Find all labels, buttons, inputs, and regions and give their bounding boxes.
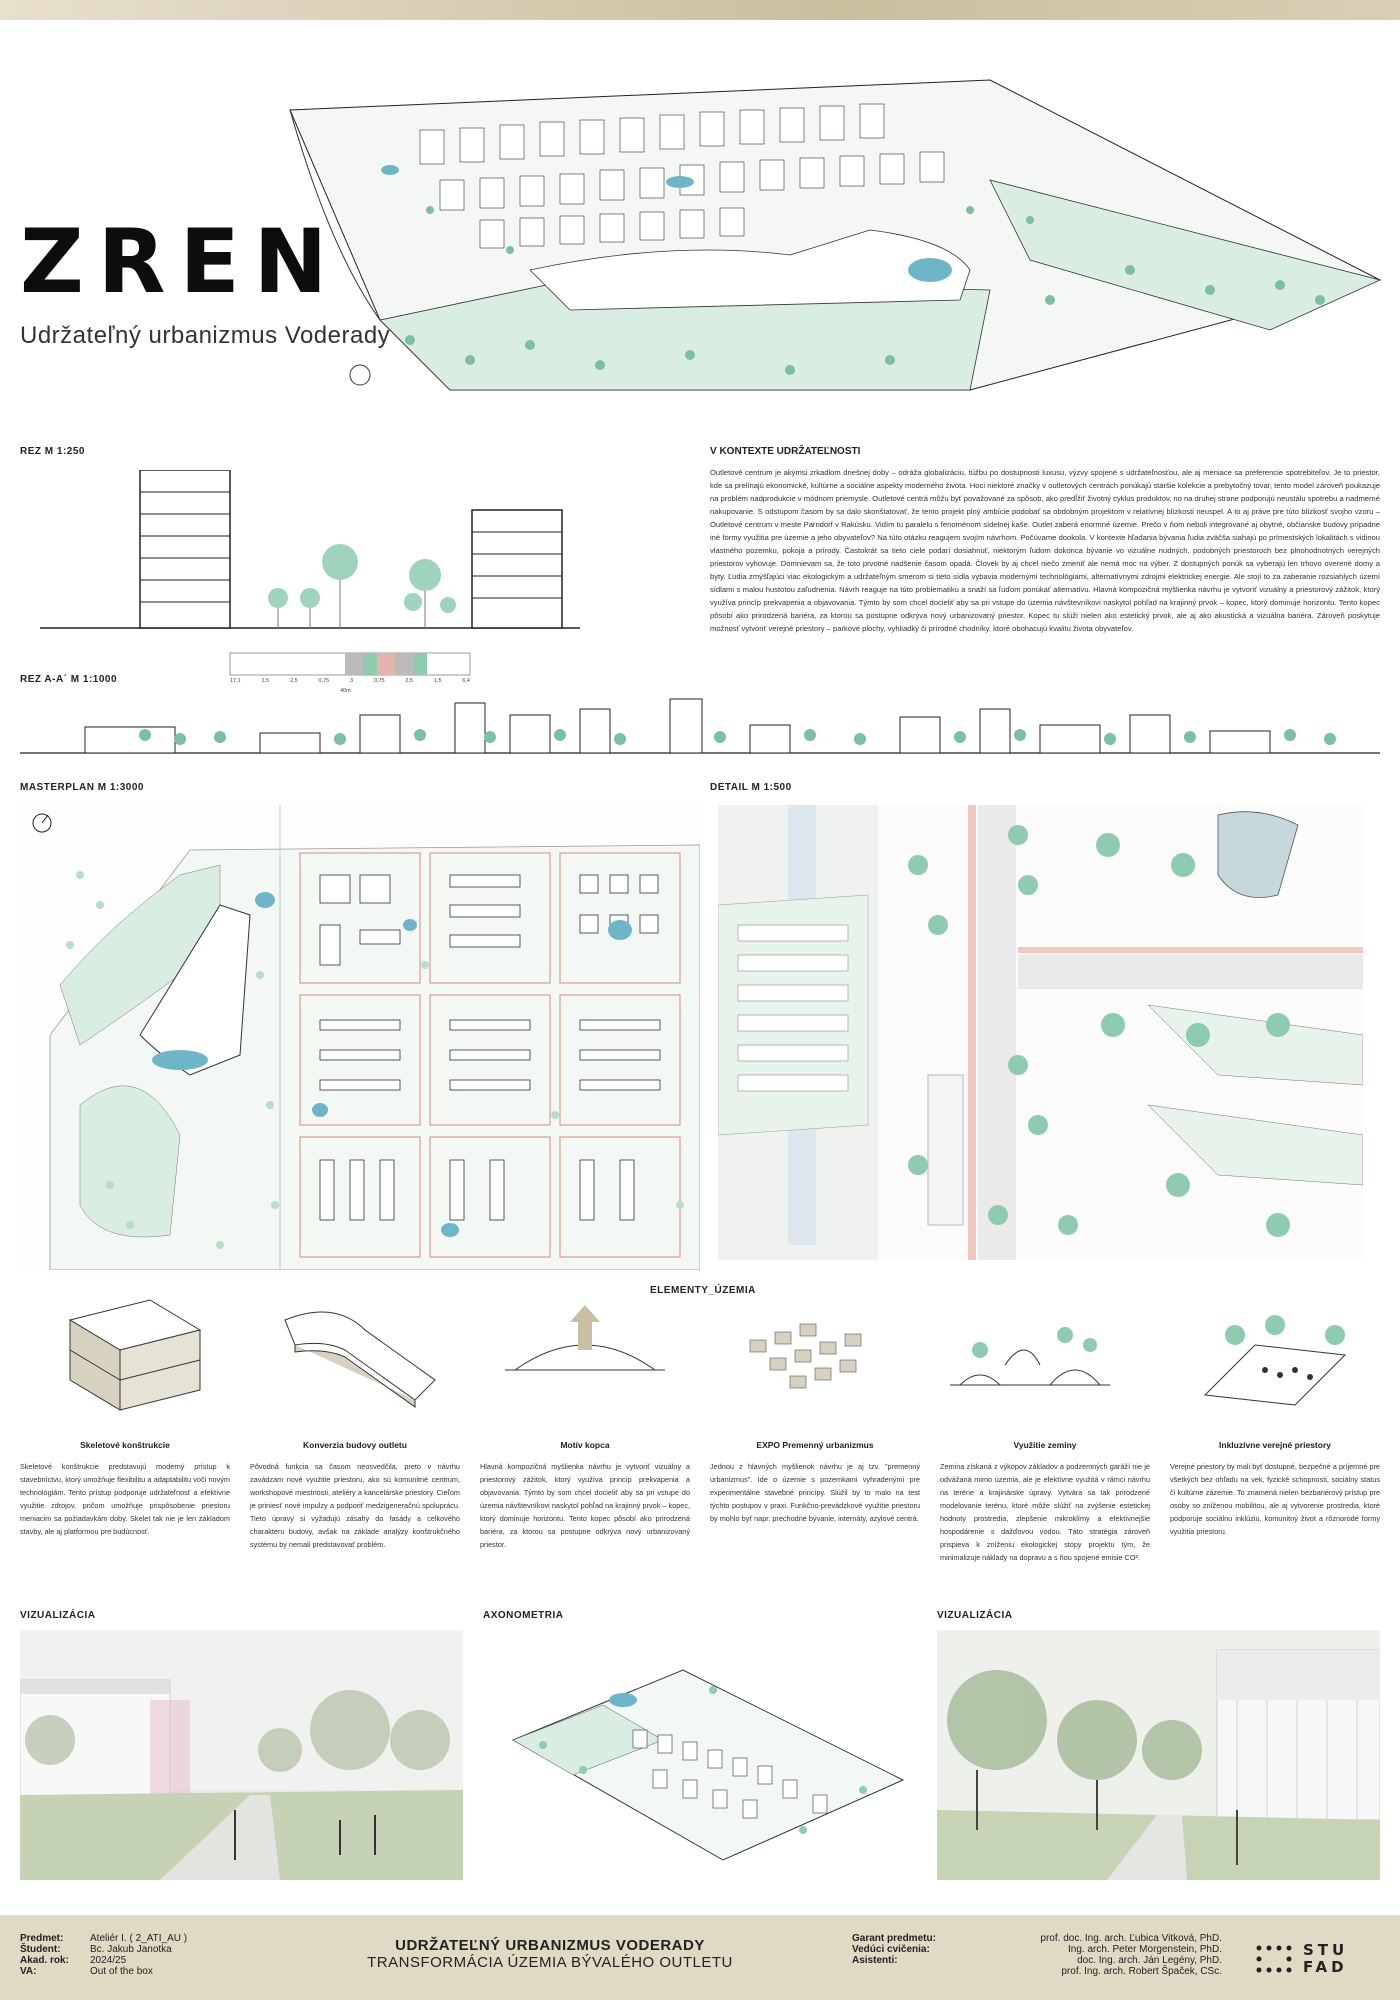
essay-text: Outletové centrum je akýmsi zrkadlom dnešnej doby – odráža globalizáciu, túžbu po dostupnosti luxusu, výzvy spojené s udržateľnosťou, ale aj meniace sa preferencie spotrebiteľov. Je to priestor, kde sa prelínajú ekonomické, kultúrne a sociálne aspekty moderného života. Hoci niektoré značky v outletových centrách ponúkajú staršie kolekcie a prebytočný tovar, tento model zároveň poukazuje na problém nadprodukcie v módnom priemysle. Outletové centrá môžu byť považované za spôsob, ako predĺžiť životný cyklus produktov, no na druhej strane podporujú neustálu spotrebu a nadmerné nakupovanie. S odstupom časom by sa dalo skonštatovať, že tento projekt plný ambície podobať sa obdobným projektom v relatívnej blízkosti neuspel. A to aj práve pre túto blízkosť svojho vzoru – Outletové centrum v meste Parndorf v Rakúsku. Vidím tu paralelu s fenoménom sídelnej kaše. Outlet zaberá enormné územie. Prečo v ňom neboli integrované aj obytné, občianske budovy prípadne iné formy využitia pre územie a jeho obyvateľov? Na túto otázku reagujem svojím návrhom. Počúvame dookola. V kontexte hľadania bývania ľudia zväčša siahajú po prímestských lokalitách s vidinou vlastného pozemku, pokoja a prírody. Častokrát sa tieto ciele podarí dosiahnuť, niektorým ľudom dokonca bývanie vo vizuálne nudných, podobných priestoroch bez plnohodnotných verejných priestorov vyhovuje. Domnievam sa, že toto prvotné nadšenie časom opadá. Človek by aj chcel niečo zmeniť ale nemá moc na výber. Z dostupných ponúk sa vyberajú len trhovo overené domy a byty. Ľudia zmýšľajúci viac ekologickým a udržateľným smerom si tieto sídla vybavia modernými technológiami, alternatívnymi zdrojmi elektrickej energie. Ale stojí to za zaberanie rozsiahlych území sídlami s malou hustotou zaľudnenia. Návrh reaguje na túto problematiku a snaží sa ľuďom ponúkať alternatívu. Hlavná kompozičná myšlienka návrhu je vytvoriť vizuálny a priestorový zážitok, ktorý využíva princíp prekvapenia a objavovania. Týmto by som chcel docieliť aby sa pri vstupe do územia návštevníkovi naskytol pohľad na krajinný prvok – kopec, ktorý dominuje horizontu. Tento kopec pôsobí ako prirodzená bariéra, za ktorou sa postupne odkrýva nový urbanizovaný priestor. Kopec tu slúži nielen ako estetický prvok, ale aj ako akustická a vizuálna bariéra. Zároveň poskytuje možnosť vytvoriť verejné priestory – parkové plochy, vyhliadky či prírodné chodníky, ktoré obohacujú kvalitu života obyvateľov.	[710, 468, 1380, 633]
essay-title: V KONTEXTE UDRŽATEĽNOSTI	[710, 446, 861, 457]
footer-key: Vedúci cvičenia:	[852, 1944, 930, 1955]
detail-label: DETAIL M 1:500	[710, 782, 792, 793]
inclusive-spaces-icon	[1195, 1295, 1355, 1410]
footer-key: Garant predmetu:	[852, 1933, 936, 1944]
section-total-dim: 40m	[340, 688, 351, 694]
visualization-1-label: VIZUALIZÁCIA	[20, 1610, 96, 1621]
masterplan-label: MASTERPLAN M 1:3000	[20, 782, 144, 793]
visualization-2-image	[937, 1630, 1380, 1880]
skeleton-structure-icon	[60, 1290, 210, 1420]
element-card	[710, 1440, 920, 1564]
footer-value: Ateliér I. ( 2_ATI_AU )	[90, 1933, 188, 1944]
footer-key: Predmet:	[20, 1933, 64, 1944]
footer-value: Ing. arch. Peter Morgenstein, PhD.	[1068, 1944, 1222, 1955]
hero-axonometry	[270, 70, 1390, 400]
section-250-drawing	[40, 470, 580, 685]
expo-variable-urbanism-icon	[740, 1310, 890, 1410]
masterplan-drawing	[20, 805, 700, 1270]
footer-key: VA:	[20, 1966, 37, 1977]
element-text: Verejné priestory by mali byť dostupné, bezpečné a príjemné pre všetkých bez ohľadu na vek, fyzické schopnosti, sociálny status či kultúrne zázemie. To znamená nielen bezbariérový prístup pre osoby so zníženou mobilitou, ale aj vytvorenie prostredia, ktoré podporuje sociálnu inklúziu, komunitný život a rôznorodé formy využitia priestoru.	[1170, 1462, 1380, 1536]
element-text: Jednou z hlavných myšlienok návrhu je aj tzv. "premenný urbanizmus". Ide o územie s pozemkami vyhradenými pre experimentálne stavebné princípy. Slúžil by to malo na test týchto postupov v praxi. Funkčno-prevádzkové využitie priestoru by mohlo byť napr. prechodné bývanie, internáty, azylové centrá.	[710, 1462, 920, 1523]
footer-left-info	[20, 1933, 260, 1977]
element-text: Skeletové konštrukcie predstavujú moderný prístup k stavebníctvu, ktorý umožňuje flexibilitu a adaptabilitu voči novým technológiám. Tento prístup podporuje udržateľnosť a efektívne využitie zdrojov, pričom umožňuje prispôsobenie priestoru meniacim sa požiadavkám doby. Skelet tak nie je len základom stavby, ale aj platformou pre budúcnosť.	[20, 1462, 230, 1536]
axonometry-image	[483, 1630, 923, 1880]
footer-title: UDRŽATEĽNÝ URBANIZMUS VODERADY	[395, 1937, 705, 1954]
axonometry-label: AXONOMETRIA	[483, 1610, 564, 1621]
top-band	[0, 0, 1400, 20]
detail-drawing	[718, 805, 1363, 1260]
element-text: Pôvodná funkcia sa časom neosvedčila, preto v návrhu zavádzam nové využitie priestoru, ako sú komunitné centrum, workshopové miestnosti, ateliéry a kancelárske priestory. Cieľom je priniesť nové impulzy a podporiť medzigeneračnú spoluprácu. Tieto úpravy si vyžadujú zásahy do fasády a celkového charakteru budovy, avšak na základe analýzy konštrukčného systému by nemali predstavovať problém.	[250, 1462, 460, 1549]
element-card	[250, 1440, 460, 1564]
element-card	[480, 1440, 690, 1564]
footer-value: prof. Ing. arch. Robert Špaček, CSc.	[1061, 1966, 1222, 1977]
logo-dots-icon	[1255, 1942, 1297, 1976]
logo-text-top: STU	[1303, 1941, 1349, 1959]
footer-value: prof. doc. Ing. arch. Ľubica Vitková, PhD.	[1040, 1933, 1222, 1944]
element-title: Využitie zeminy	[1013, 1440, 1077, 1450]
project-subtitle: Udržateľný urbanizmus Voderady	[20, 322, 391, 349]
stu-fad-logo	[1255, 1942, 1348, 1976]
element-title: Skeletové konštrukcie	[80, 1440, 170, 1450]
element-text: Zemina získaná z výkopov základov a podzemných garáží nie je odvážaná mimo územia, ale je efektívne využitá v rámci návrhu na teréne a krajinárske úpravy. Vytvára sa tak prirodzené modelovanie terénu, ktoré môže slúžiť na zvýšenie estetickej hodnoty prostredia, zlepšenie mikroklímy a efektívnejšie hospodárenie s dažďovou vodou. Táto stratégia zároveň prispieva k zníženiu ekologickej stopy projektu tým, že minimalizuje náklady na dopravu a s ňou spojené emisie CO².	[940, 1462, 1150, 1562]
element-title: EXPO Premenný urbanizmus	[756, 1440, 874, 1450]
element-card	[20, 1440, 230, 1564]
project-title: ZREN	[20, 210, 342, 313]
element-title: Konverzia budovy outletu	[303, 1440, 407, 1450]
visualization-2-label: VIZUALIZÁCIA	[937, 1610, 1013, 1621]
element-title: Inkluzívne verejné priestory	[1219, 1440, 1331, 1450]
footer-value: 2024/25	[90, 1955, 127, 1966]
element-card	[940, 1440, 1150, 1564]
footer-value: Bc. Jakub Janotka	[90, 1944, 172, 1955]
section-dimensions: 17,1 1,5 2,5 0,75 3 0,75 2,5 1,5 6,4	[230, 678, 470, 684]
hill-motif-icon	[505, 1300, 665, 1410]
footer-key: Študent:	[20, 1944, 61, 1955]
footer-value: Out of the box	[90, 1966, 153, 1977]
footer-subtitle: TRANSFORMÁCIA ÚZEMIA BÝVALÉHO OUTLETU	[367, 1954, 733, 1971]
soil-reuse-icon	[950, 1295, 1110, 1405]
footer-key: Asistenti:	[852, 1955, 898, 1966]
footer-key: Akad. rok:	[20, 1955, 69, 1966]
section-aa-drawing	[20, 695, 1380, 770]
elements-row	[20, 1440, 1380, 1564]
outlet-conversion-icon	[265, 1290, 455, 1420]
footer-right-info	[852, 1933, 1222, 1977]
element-card	[1170, 1440, 1380, 1564]
section-aa-label: REZ A-A´ M 1:1000	[20, 674, 118, 685]
element-text: Hlavná kompozičná myšlienka návrhu je vytvoriť vizuálny a priestorový zážitok, ktorý využíva princíp prekvapenia a objavovania. Týmto by som chcel docieliť aby sa pri vstupe do územia návštevníkovi naskytol pohľad na krajinný prvok – kopec, ktorý dominuje horizontu. Tento kopec pôsobí ako prirodzená bariéra, za ktorou sa postupne odkrýva nový urbanizovaný priestor.	[480, 1462, 690, 1549]
footer-title-block	[330, 1937, 770, 1971]
footer-value: doc. Ing. arch. Ján Legény, PhD.	[1077, 1955, 1222, 1966]
visualization-1-image	[20, 1630, 463, 1880]
element-title: Motív kopca	[560, 1440, 610, 1450]
elements-label: ELEMENTY_ÚZEMIA	[650, 1285, 756, 1296]
logo-text-bottom: FAD	[1303, 1958, 1348, 1976]
section-250-label: REZ M 1:250	[20, 446, 85, 457]
